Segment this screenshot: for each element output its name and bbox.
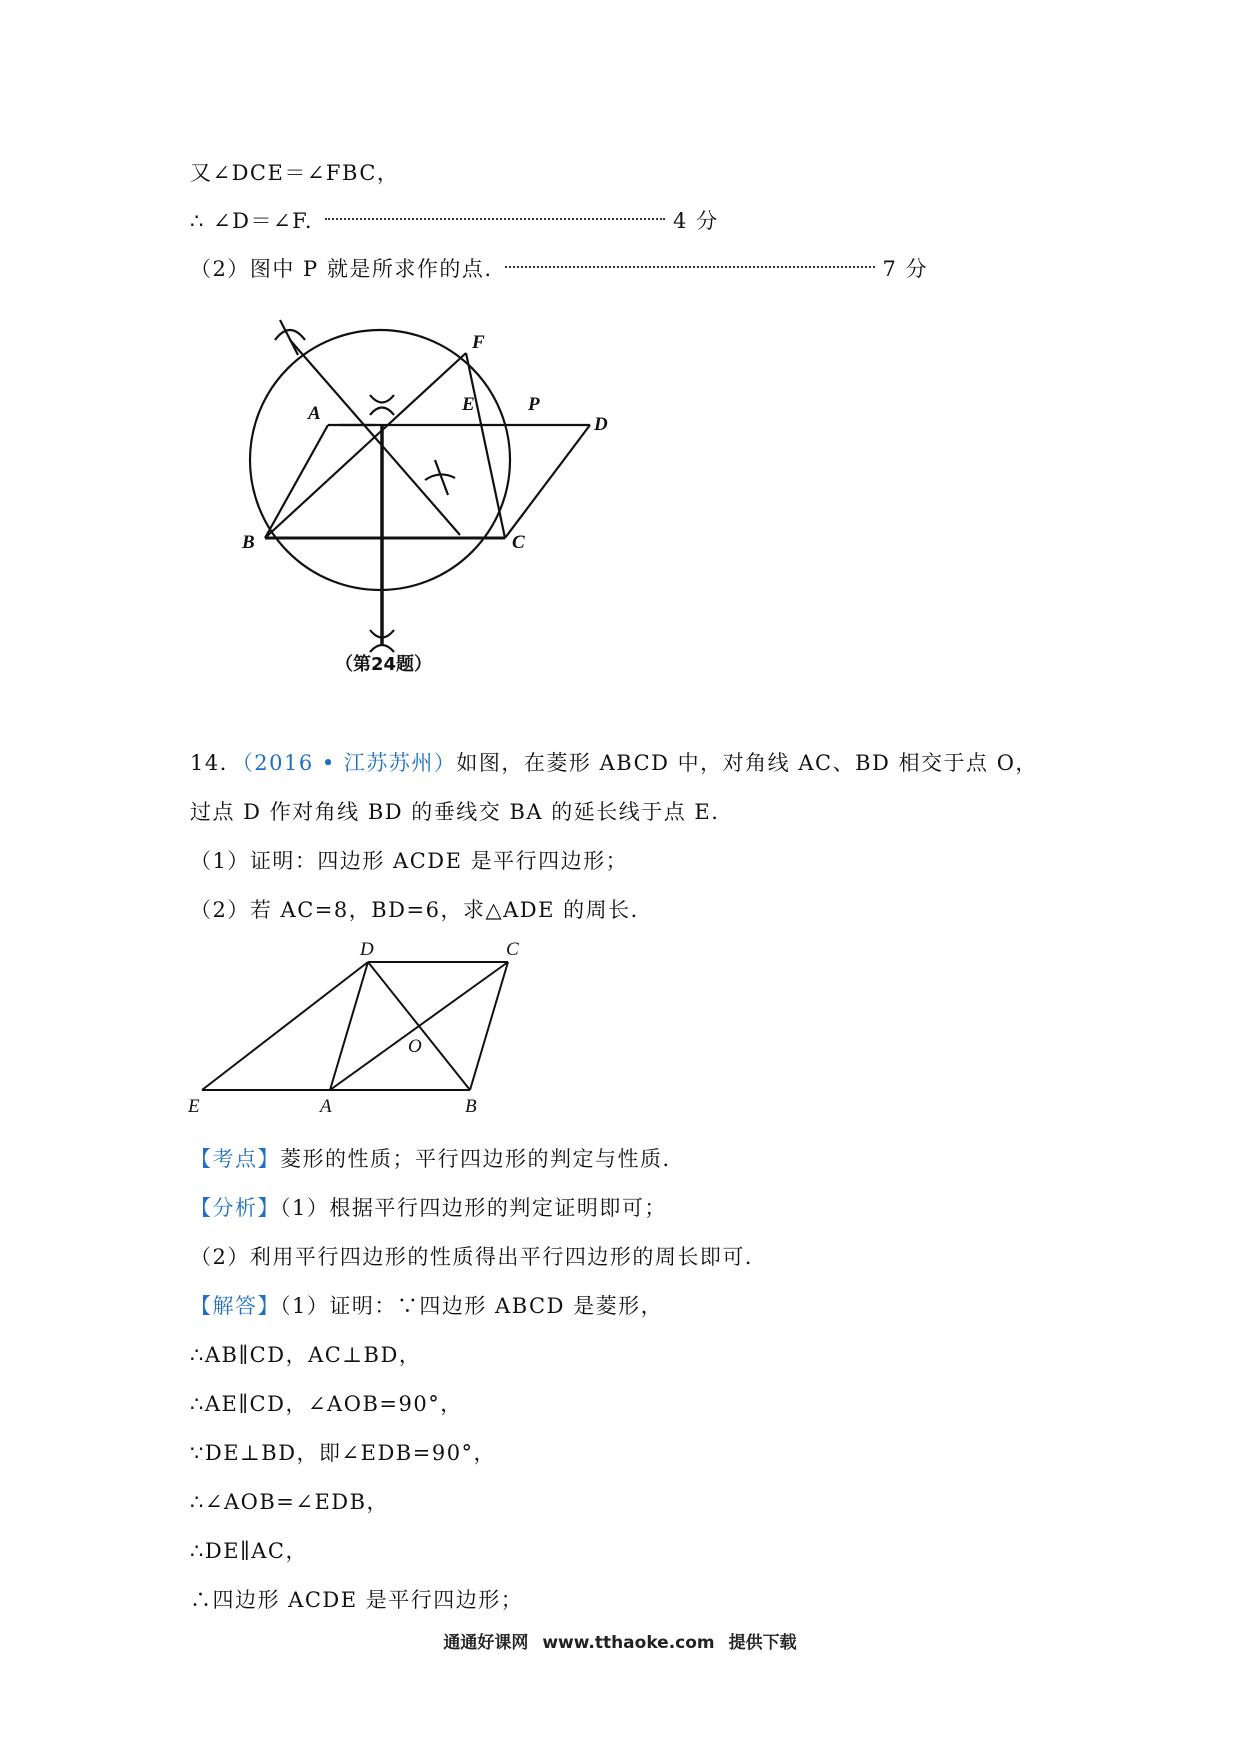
kaodian-line [190,1144,685,1174]
problem-part: （2）若 AC=8，BD=6，求△ADE 的周长． [190,898,654,922]
proof-step [190,1438,496,1468]
label-p: P [528,394,540,415]
diagonal-db [368,962,470,1090]
problem-text: 如图，在菱形 ABCD 中，对角线 AC、BD 相交于点 O， [456,751,1038,775]
figure-circle-construction [220,300,640,690]
label-d: D [594,414,608,435]
problem-14-line1 [190,748,1038,778]
source-open: （ [242,751,255,775]
footer-url[interactable]: www.tthaoke.com [542,1633,715,1653]
footer-suffix: 提供下载 [728,1633,797,1653]
score-label: 4 分 [673,209,719,233]
segment-da [330,962,368,1090]
problem-text: 过点 D 作对角线 BD 的垂线交 BA 的延长线于点 E. [190,800,720,824]
segment-cb [470,962,508,1090]
segment-ed [202,962,368,1090]
kaodian-text: 菱形的性质；平行四边形的判定与性质． [280,1147,685,1171]
figure-rhombus [180,940,540,1125]
arc-mark [370,395,394,403]
proof-step [190,1340,421,1370]
score-label: 7 分 [882,257,929,281]
label-c: C [506,940,519,960]
segment-fc [466,353,505,538]
proof-text: ∴ ∠D＝∠F. [190,209,314,233]
proof-line-part2 [190,254,928,284]
arc-mark [435,460,448,495]
proof-step [190,1585,523,1615]
label-a: A [308,403,321,424]
proof-step-text: ∴AB∥CD，AC⊥BD， [190,1343,422,1367]
label-a: A [320,1096,332,1117]
segment-bf [265,353,466,538]
proof-step [190,1389,463,1419]
kaodian-tag: 【考点】 [190,1147,280,1171]
fenxi-text: （2）利用平行四边形的性质得出平行四边形的周长即可． [190,1245,768,1269]
fenxi-text: （1）根据平行四边形的判定证明即可； [280,1196,667,1220]
proof-step [190,1487,389,1517]
dotted-leader [505,265,875,268]
proof-line-conclusion [190,206,719,236]
label-b: B [465,1096,477,1117]
jieda-tag: 【解答】 [190,1294,280,1318]
proof-step-text: ∴DE∥AC， [190,1539,308,1563]
problem-number: 14． [190,751,243,775]
label-e: E [188,1096,200,1117]
label-o: O [408,1036,422,1057]
proof-step [190,1536,308,1566]
problem-source: 2016 • 江苏苏州 [254,751,434,775]
proof-step-text: ∴AE∥CD，∠AOB=90°， [190,1392,463,1416]
fenxi-tag: 【分析】 [190,1196,280,1220]
arc-mark [370,408,394,416]
arc-mark [280,320,298,355]
fenxi-line2 [190,1242,767,1272]
proof-line-angle-dce [190,158,399,188]
arc-mark [370,645,394,652]
diagonal-construction-line [290,340,460,535]
label-c: C [512,532,525,553]
segment-cd [505,425,590,538]
figure-caption: （第24题） [335,654,433,675]
problem-part: （1）证明：四边形 ACDE 是平行四边形； [190,849,629,873]
fenxi-line [190,1193,667,1223]
dotted-leader [325,217,665,220]
label-b: B [242,532,255,553]
jieda-line [190,1291,663,1321]
segment-ab [265,425,328,538]
page-footer [0,1628,1240,1653]
proof-step-text: ∴四边形 ACDE 是平行四边形； [190,1588,524,1612]
jieda-text: （1）证明：∵四边形 ABCD 是菱形， [280,1294,664,1318]
circle [250,330,510,590]
problem-14-line2 [190,797,719,827]
problem-14-part1 [190,846,628,876]
source-close: ） [433,751,457,775]
proof-text: （2）图中 P 就是所求作的点. [190,257,493,281]
footer-site-name: 通通好课网 [443,1633,529,1653]
label-e: E [462,394,475,415]
proof-text: 又∠DCE＝∠FBC， [190,161,400,185]
proof-step-text: ∵DE⊥BD，即∠EDB=90°， [190,1441,497,1465]
proof-step-text: ∴∠AOB=∠EDB， [190,1490,390,1514]
problem-14-part2 [190,895,653,925]
label-f: F [472,332,485,353]
label-d: D [360,940,374,960]
